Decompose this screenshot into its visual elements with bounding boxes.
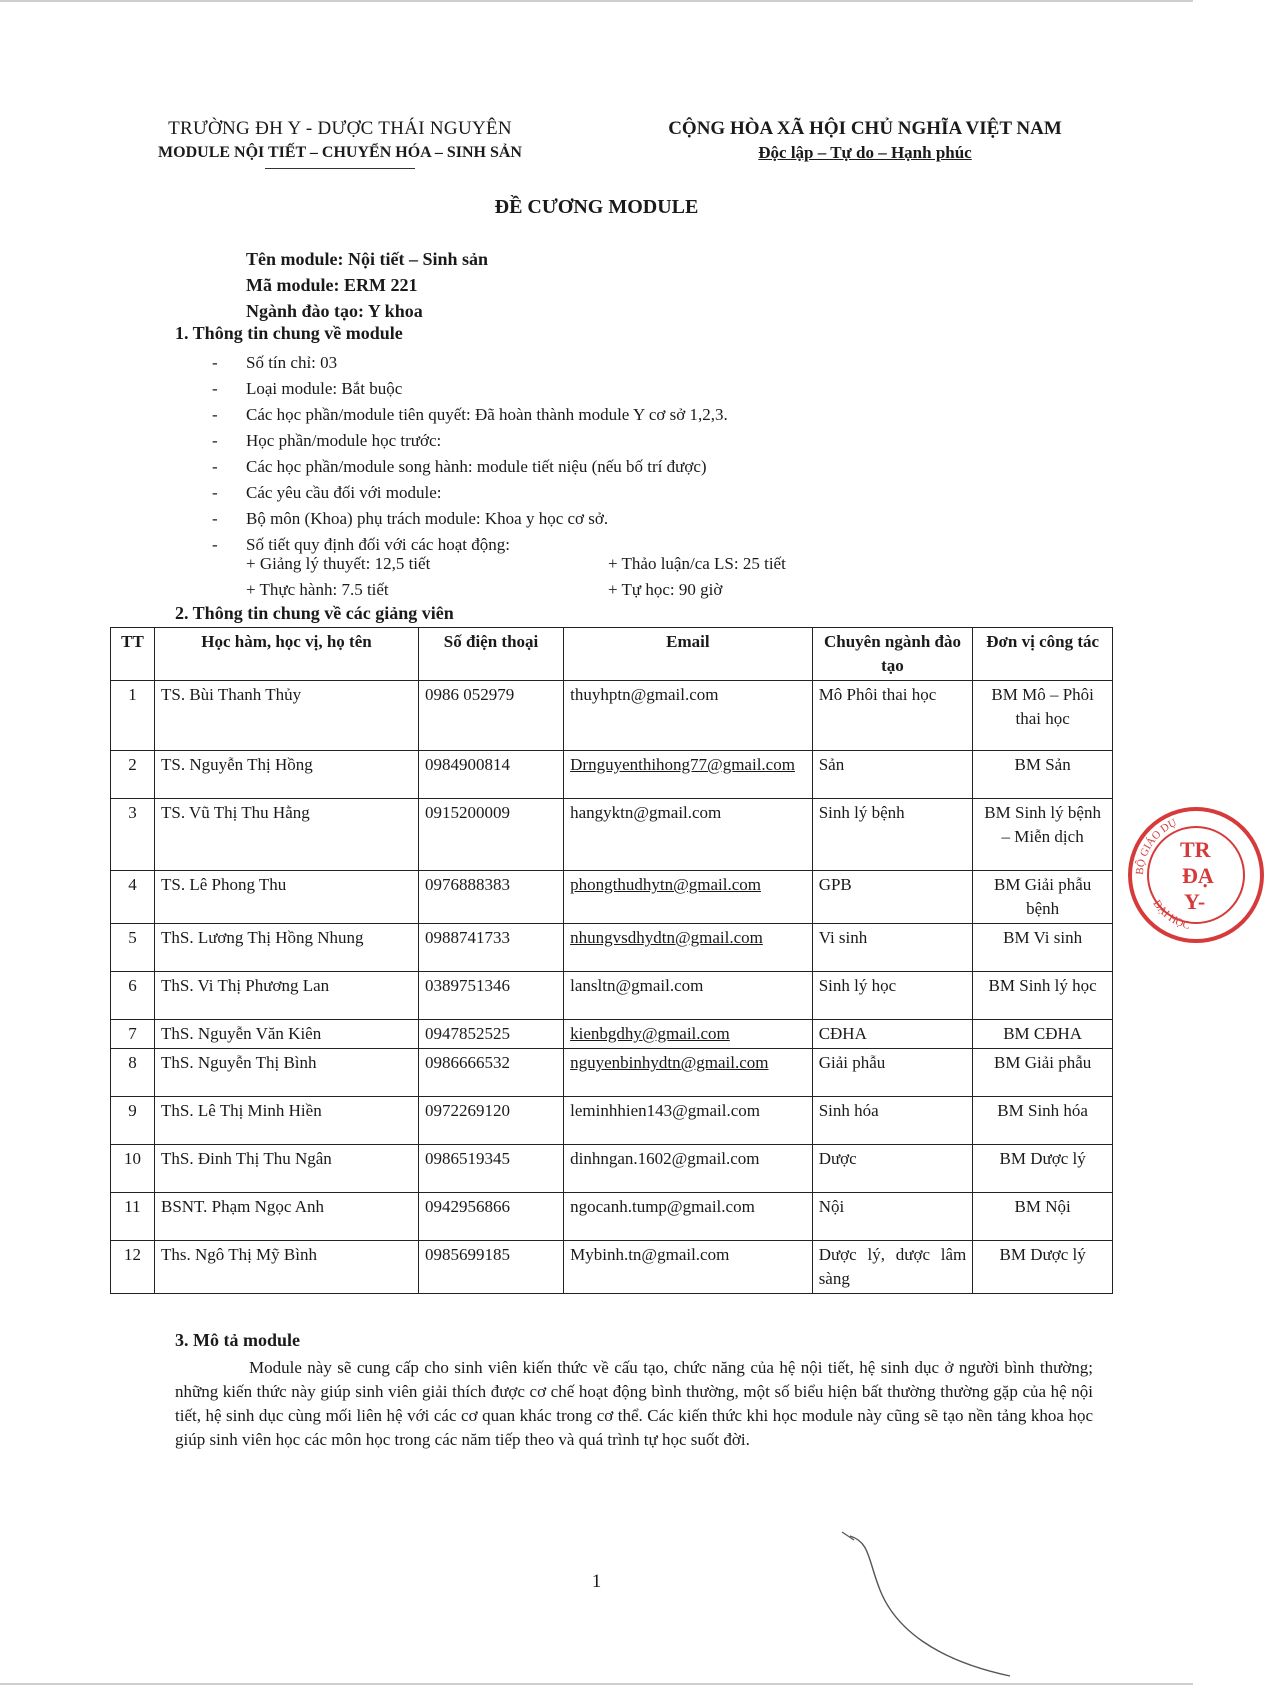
specialty: Sản <box>812 751 973 799</box>
module-info-list <box>212 350 1052 558</box>
work-unit: BM Sinh hóa <box>973 1097 1113 1145</box>
lecturer-name: TS. Lê Phong Thu <box>154 871 418 924</box>
table-header-row <box>111 628 1113 681</box>
phone-number: 0985699185 <box>418 1241 563 1294</box>
dash-bullet: - <box>212 535 218 554</box>
row-number: 1 <box>111 681 155 751</box>
work-unit: BM Dược lý <box>973 1241 1113 1294</box>
phone-number: 0986666532 <box>418 1049 563 1097</box>
list-item-text: Các học phần/module song hành: module tiết niệu (nếu bố trí được) <box>246 457 707 476</box>
work-unit: BM Mô – Phôi thai học <box>973 681 1113 751</box>
email-address: leminhhien143@gmail.com <box>564 1097 813 1145</box>
table-row <box>111 751 1113 799</box>
phone-number: 0915200009 <box>418 799 563 871</box>
table-row <box>111 972 1113 1020</box>
list-item <box>212 376 1052 402</box>
work-unit: BM Sinh lý học <box>973 972 1113 1020</box>
list-item-text: Số tín chỉ: 03 <box>246 353 338 372</box>
table-row <box>111 871 1113 924</box>
lecturer-name: ThS. Nguyễn Văn Kiên <box>154 1020 418 1049</box>
pen-mark-icon <box>840 1530 1020 1680</box>
svg-text:BỘ GIÁO DỤ: BỘ GIÁO DỤ <box>1133 816 1179 876</box>
header-underline <box>265 168 415 169</box>
dash-bullet: - <box>212 483 218 502</box>
svg-text:ĐẠI HỌC: ĐẠI HỌC <box>1150 897 1192 932</box>
work-unit: BM Vi sinh <box>973 924 1113 972</box>
phone-number: 0984900814 <box>418 751 563 799</box>
module-code: Mã module: ERM 221 <box>246 275 418 295</box>
lecturer-name: ThS. Vi Thị Phương Lan <box>154 972 418 1020</box>
national-title: CỘNG HÒA XÃ HỘI CHỦ NGHĨA VIỆT NAM <box>668 118 1062 139</box>
column-header: Học hàm, học vị, họ tên <box>154 628 418 681</box>
national-motto: Độc lập – Tự do – Hạnh phúc <box>758 143 972 162</box>
hours-line: + Thảo luận/ca LS: 25 tiết <box>608 554 786 573</box>
hours-right-column <box>608 551 786 603</box>
dash-bullet: - <box>212 431 218 450</box>
table-row <box>111 924 1113 972</box>
email-address: nguyenbinhydtn@gmail.com <box>564 1049 813 1097</box>
lecturer-name: ThS. Đinh Thị Thu Ngân <box>154 1145 418 1193</box>
row-number: 3 <box>111 799 155 871</box>
work-unit: BM Sản <box>973 751 1113 799</box>
list-item <box>212 428 1052 454</box>
list-item-text: Số tiết quy định đối với các hoạt động: <box>246 535 510 554</box>
specialty: Giải phẫu <box>812 1049 973 1097</box>
specialty: CĐHA <box>812 1020 973 1049</box>
row-number: 11 <box>111 1193 155 1241</box>
work-unit: BM Giải phẫu bệnh <box>973 871 1113 924</box>
section-2-heading: 2. Thông tin chung về các giảng viên <box>175 603 454 623</box>
list-item <box>212 454 1052 480</box>
university-name: TRƯỜNG ĐH Y - DƯỢC THÁI NGUYÊN <box>168 118 512 139</box>
list-item-text: Học phần/module học trước: <box>246 431 442 450</box>
section-3-heading: 3. Mô tả module <box>175 1330 300 1350</box>
module-meta <box>246 246 488 324</box>
email-address: lansltn@gmail.com <box>564 972 813 1020</box>
specialty: Sinh lý bệnh <box>812 799 973 871</box>
lecturer-name: TS. Vũ Thị Thu Hằng <box>154 799 418 871</box>
scan-top-edge <box>0 0 1193 2</box>
table-row <box>111 1020 1113 1049</box>
phone-number: 0986519345 <box>418 1145 563 1193</box>
phone-number: 0976888383 <box>418 871 563 924</box>
list-item <box>212 506 1052 532</box>
lecturer-name: TS. Nguyễn Thị Hồng <box>154 751 418 799</box>
list-item-text: Bộ môn (Khoa) phụ trách module: Khoa y học cơ sở. <box>246 509 609 528</box>
module-group-name: MODULE NỘI TIẾT – CHUYỂN HÓA – SINH SẢN <box>158 144 522 161</box>
column-header: Email <box>564 628 813 681</box>
row-number: 2 <box>111 751 155 799</box>
email-address: phongthudhytn@gmail.com <box>564 871 813 924</box>
table-row <box>111 1097 1113 1145</box>
section-1-heading: 1. Thông tin chung về module <box>175 323 403 343</box>
lecturer-name: ThS. Lương Thị Hồng Nhung <box>154 924 418 972</box>
lecturer-table <box>110 627 1113 1294</box>
phone-number: 0988741733 <box>418 924 563 972</box>
specialty: GPB <box>812 871 973 924</box>
column-header: TT <box>111 628 155 681</box>
dash-bullet: - <box>212 457 218 476</box>
phone-number: 0942956866 <box>418 1193 563 1241</box>
table-row <box>111 1049 1113 1097</box>
phone-number: 0947852525 <box>418 1020 563 1049</box>
specialty: Dược <box>812 1145 973 1193</box>
list-item-text: Loại module: Bắt buộc <box>246 379 403 398</box>
phone-number: 0986 052979 <box>418 681 563 751</box>
national-header <box>625 118 1105 163</box>
hours-left-column <box>246 551 430 603</box>
lecturer-name: BSNT. Phạm Ngọc Anh <box>154 1193 418 1241</box>
lecturer-table-body <box>111 681 1113 1294</box>
institution-header <box>100 118 580 169</box>
work-unit: BM Giải phẫu <box>973 1049 1113 1097</box>
page-number: 1 <box>591 1571 602 1592</box>
svg-text:ĐẠ: ĐẠ <box>1182 863 1214 888</box>
hours-line: + Giảng lý thuyết: 12,5 tiết <box>246 554 431 573</box>
list-item <box>212 480 1052 506</box>
work-unit: BM Nội <box>973 1193 1113 1241</box>
email-address: Mybinh.tn@gmail.com <box>564 1241 813 1294</box>
dash-bullet: - <box>212 509 218 528</box>
work-unit: BM CĐHA <box>973 1020 1113 1049</box>
table-row <box>111 681 1113 751</box>
dash-bullet: - <box>212 379 218 398</box>
dash-bullet: - <box>212 405 218 424</box>
work-unit: BM Dược lý <box>973 1145 1113 1193</box>
list-item-text: Các học phần/module tiên quyết: Đã hoàn thành module Y cơ sở 1,2,3. <box>246 405 728 424</box>
specialty: Nội <box>812 1193 973 1241</box>
svg-text:Y-: Y- <box>1184 889 1206 914</box>
column-header: Chuyên ngành đào tạo <box>812 628 973 681</box>
svg-text:TR: TR <box>1180 837 1211 862</box>
specialty: Dược lý, dược lâm sàng <box>812 1241 973 1294</box>
email-address: thuyhptn@gmail.com <box>564 681 813 751</box>
row-number: 10 <box>111 1145 155 1193</box>
table-row <box>111 1193 1113 1241</box>
list-item-text: Các yêu cầu đối với module: <box>246 483 442 502</box>
row-number: 9 <box>111 1097 155 1145</box>
email-address: dinhngan.1602@gmail.com <box>564 1145 813 1193</box>
dash-bullet: - <box>212 353 218 372</box>
row-number: 4 <box>111 871 155 924</box>
official-seal-icon <box>1118 795 1268 945</box>
lecturer-name: ThS. Lê Thị Minh Hiền <box>154 1097 418 1145</box>
hours-line: + Thực hành: 7.5 tiết <box>246 580 389 599</box>
row-number: 5 <box>111 924 155 972</box>
lecturer-name: Ths. Ngô Thị Mỹ Bình <box>154 1241 418 1294</box>
email-address: kienbgdhy@gmail.com <box>564 1020 813 1049</box>
list-item <box>212 350 1052 376</box>
module-name: Tên module: Nội tiết – Sinh sản <box>246 249 489 269</box>
specialty: Mô Phôi thai học <box>812 681 973 751</box>
phone-number: 0972269120 <box>418 1097 563 1145</box>
lecturer-name: TS. Bùi Thanh Thủy <box>154 681 418 751</box>
email-address: hangyktn@gmail.com <box>564 799 813 871</box>
module-description: Module này sẽ cung cấp cho sinh viên kiến thức về cấu tạo, chức năng của hệ nội tiết, hệ sinh dục ở người bình thường; những kiến thức này giúp sinh viên giải thích được cơ chế hoạt động bình thường, một số biểu hiện bất thường thường gặp của hệ nội tiết, hệ sinh dục cùng mối liên hệ với các cơ quan khác trong cơ thể. Các kiến thức khi học module này cũng sẽ tạo nền tảng khoa học giúp sinh viên học các môn học trong các năm tiếp theo và quá trình tự học suốt đời. <box>175 1358 1093 1449</box>
row-number: 7 <box>111 1020 155 1049</box>
table-row <box>111 1145 1113 1193</box>
row-number: 12 <box>111 1241 155 1294</box>
table-row <box>111 1241 1113 1294</box>
lecturer-name: ThS. Nguyễn Thị Bình <box>154 1049 418 1097</box>
row-number: 6 <box>111 972 155 1020</box>
phone-number: 0389751346 <box>418 972 563 1020</box>
table-row <box>111 799 1113 871</box>
hours-line: + Tự học: 90 giờ <box>608 580 723 599</box>
column-header: Số điện thoại <box>418 628 563 681</box>
column-header: Đơn vị công tác <box>973 628 1113 681</box>
list-item <box>212 402 1052 428</box>
email-address: Drnguyenthihong77@gmail.com <box>564 751 813 799</box>
document-title: ĐỀ CƯƠNG MODULE <box>494 196 699 218</box>
row-number: 8 <box>111 1049 155 1097</box>
email-address: nhungvsdhydtn@gmail.com <box>564 924 813 972</box>
email-address: ngocanh.tump@gmail.com <box>564 1193 813 1241</box>
specialty: Sinh lý học <box>812 972 973 1020</box>
training-major: Ngành đào tạo: Y khoa <box>246 301 423 321</box>
specialty: Vi sinh <box>812 924 973 972</box>
specialty: Sinh hóa <box>812 1097 973 1145</box>
work-unit: BM Sinh lý bệnh – Miễn dịch <box>973 799 1113 871</box>
